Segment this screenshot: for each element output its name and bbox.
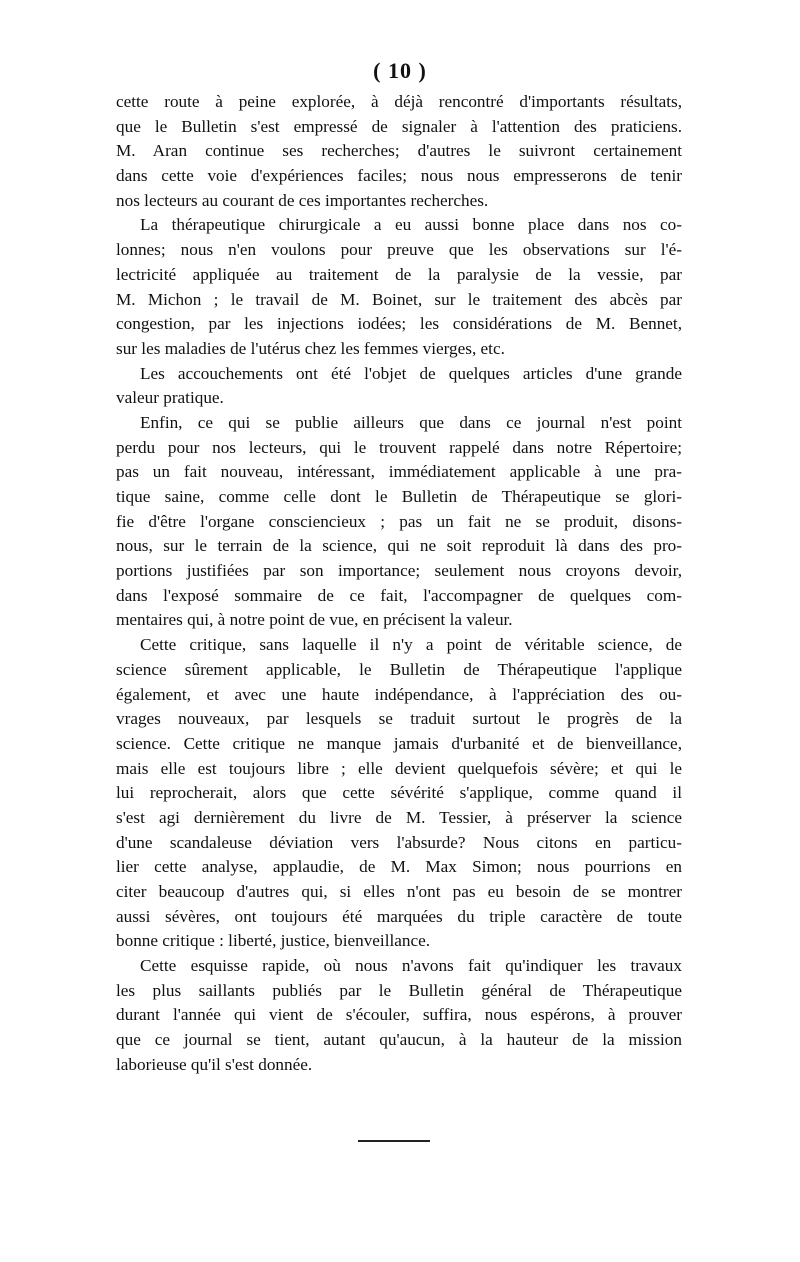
text-line: fie d'être l'organe consciencieux ; pas un fait ne se produit, disons-: [116, 511, 682, 531]
text-line: science. Cette critique ne manque jamais d'urbanité et de bienveillance,: [116, 733, 682, 753]
text-line: lectricité appliquée au traitement de la paralysie de la vessie, par: [116, 264, 682, 284]
text-line: durant l'année qui vient de s'écouler, suffira, nous espérons, à prouver: [116, 1005, 682, 1025]
text-line: M. Aran continue ses recherches; d'autres le suivront certainement: [116, 141, 682, 161]
text-line: bonne critique : liberté, justice, bienveillance.: [116, 931, 431, 951]
text-line: également, et avec une haute indépendance, à l'appréciation des ou-: [116, 684, 682, 704]
text-line: lui reprocherait, alors que cette sévérité s'applique, comme quand il: [116, 783, 682, 803]
text-line: citer beaucoup d'autres qui, si elles n'ont pas eu besoin de se montrer: [116, 882, 682, 901]
text-line: sur les maladies de l'utérus chez les femmes vierges, etc.: [116, 338, 505, 358]
text-line: tique saine, comme celle dont le Bulletin de Thérapeutique se glori-: [116, 487, 682, 506]
text-line: portions justifiées par son importance; seulement nous croyons devoir,: [116, 561, 682, 581]
text-line: nous, sur le terrain de la science, qui ne soit reproduit là dans des pro-: [116, 536, 682, 556]
text-line: aussi sévères, ont toujours été marquées du triple caractère de toute: [116, 906, 682, 926]
text-line: nos lecteurs au courant de ces importantes recherches.: [116, 190, 489, 210]
text-line: Cette critique, sans laquelle il n'y a point de véritable science, de: [140, 635, 682, 655]
text-line: congestion, par les injections iodées; les considérations de M. Bennet,: [116, 314, 682, 334]
end-rule: [358, 1140, 430, 1142]
text-line: M. Michon ; le travail de M. Boinet, sur le traitement des abcès par: [116, 289, 682, 309]
text-line: mentaires qui, à notre point de vue, en précisent la valeur.: [116, 610, 513, 630]
text-line: que ce journal se tient, autant qu'aucun, à la hauteur de la mission: [116, 1030, 682, 1050]
text-line: science sûrement applicable, le Bulletin de Thérapeutique l'applique: [116, 659, 682, 679]
text-line: mais elle est toujours libre ; elle devient quelquefois sévère; et qui le: [116, 758, 682, 778]
text-line: Enfin, ce qui se publie ailleurs que dans ce journal n'est point: [140, 412, 682, 432]
text-line: valeur pratique.: [116, 388, 224, 408]
body-text: [116, 90, 682, 1078]
text-line: La thérapeutique chirurgicale a eu aussi bonne place dans nos co-: [140, 215, 682, 235]
text-line: Cette esquisse rapide, où nous n'avons fait qu'indiquer les travaux: [140, 956, 682, 976]
text-line: perdu pour nos lecteurs, qui le trouvent rappelé dans notre Répertoire;: [116, 437, 682, 457]
page-number: ( 10 ): [373, 58, 427, 83]
text-line: lonnes; nous n'en voulons pour preuve que les observations sur l'é-: [116, 240, 682, 260]
text-line: cette route à peine explorée, à déjà rencontré d'importants résultats,: [116, 92, 682, 111]
text-line: s'est agi dernièrement du livre de M. Tessier, à préserver la science: [116, 807, 682, 827]
text-line: les plus saillants publiés par le Bulletin général de Thérapeutique: [116, 980, 682, 1000]
text-line: d'une scandaleuse déviation vers l'absurde? Nous citons en particu-: [116, 832, 682, 852]
text-line: Les accouchements ont été l'objet de quelques articles d'une grande: [140, 363, 682, 383]
text-line: dans l'exposé sommaire de ce fait, l'accompagner de quelques com-: [116, 585, 682, 605]
text-line: dans cette voie d'expériences faciles; nous nous empresserons de tenir: [116, 166, 682, 186]
text-line: que le Bulletin s'est empressé de signaler à l'attention des praticiens.: [116, 116, 682, 136]
text-line: lier cette analyse, applaudie, de M. Max Simon; nous pourrions en: [116, 857, 682, 877]
text-line: pas un fait nouveau, intéressant, immédiatement applicable à une pra-: [116, 462, 682, 482]
text-line: laborieuse qu'il s'est donnée.: [116, 1054, 313, 1074]
text-line: vrages nouveaux, par lesquels se traduit surtout le progrès de la: [116, 709, 682, 729]
